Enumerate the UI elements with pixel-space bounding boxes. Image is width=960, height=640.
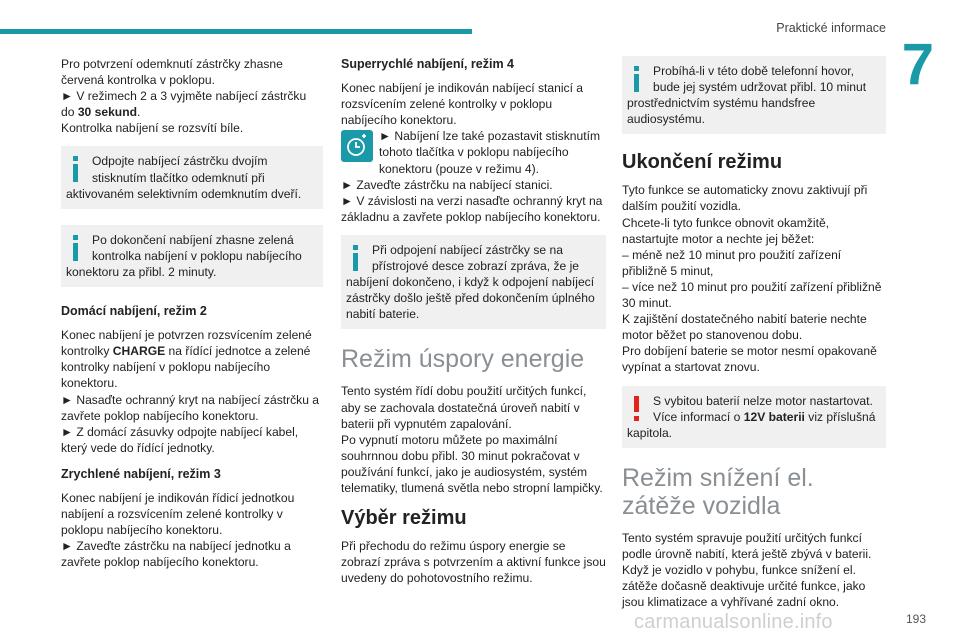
heading-fast-charging: Zrychlené nabíjení, režim 3 bbox=[61, 466, 221, 481]
text: K zajištění dostatečného nabití baterie nechte motor běžet po stanovenou dobu. bbox=[622, 312, 867, 343]
text: ► Nabíjení lze také pozastavit stisknutím tohoto tlačítka v poklopu nabíjecího konektoru (pouze v režimu 4). bbox=[379, 129, 601, 176]
info-icon bbox=[66, 232, 86, 262]
bold-text: CHARGE bbox=[112, 344, 166, 359]
page-number: 193 bbox=[905, 612, 926, 626]
paragraph bbox=[341, 538, 606, 586]
warning-icon bbox=[627, 393, 647, 423]
heading-home-charging: Domácí nabíjení, režim 2 bbox=[61, 304, 207, 319]
heading-super-fast-charging: Superrychlé nabíjení, režim 4 bbox=[341, 57, 514, 71]
text-line: do bbox=[61, 105, 78, 120]
text: Konec nabíjení je indikován nabíjecí stanicí a rozsvícením zelené kontrolky v poklopu nabíjecího konektoru. bbox=[341, 81, 584, 128]
column-1 bbox=[61, 56, 323, 580]
text: Tento systém řídí dobu použití určitých funkcí, aby se zachovala dostatečná úroveň nabití v baterii při vypnutém zapalování. bbox=[341, 384, 587, 431]
info-text: Při odpojení nabíjecí zástrčky se na přístrojové desce zobrazí zpráva, že je nabíjení dokončeno, i když k odpojení nabíjecí zástrčky došlo ještě před dokončením úplného nabití baterie. bbox=[346, 242, 595, 322]
info-text: Odpojte nabíjecí zástrčku dvojím stisknutím tlačítko odemknutí při aktivovaném selektivním odemknutím dveří. bbox=[66, 154, 302, 201]
paragraph bbox=[61, 327, 323, 456]
text: Konec nabíjení je indikován řídicí jednotkou nabíjení a rozsvícením zelené kontrolky v poklopu nabíjecího konektoru. bbox=[61, 490, 295, 538]
heading-energy-saving: Režim úspory energie bbox=[341, 345, 585, 374]
text: – méně než 10 minut pro použití zařízení přibližně 5 minut, bbox=[622, 247, 842, 278]
heading-exit-mode: Ukončení režimu bbox=[622, 151, 783, 174]
text: ► Zaveďte zástrčku na nabíjecí stanici. bbox=[341, 177, 553, 192]
paragraph-unlock bbox=[61, 56, 323, 136]
heading-load-reduction: Režim snížení el. zátěže vozidla bbox=[622, 463, 814, 520]
column-2 bbox=[341, 56, 606, 596]
bold-text: 12V baterii bbox=[743, 409, 805, 424]
text: – více než 10 minut pro použití zařízení přibližně 30 minut. bbox=[622, 279, 882, 311]
text-line: Pro potvrzení odemknutí zástrčky zhasne bbox=[61, 57, 283, 71]
text: Při přechodu do režimu úspory energie se zobrazí zpráva s potvrzením a aktivní funkce jsou uvedeny do pohotovostního režimu. bbox=[341, 539, 606, 586]
text: Pro dobíjení baterie se motor nesmí opakovaně vypínat a startovat znovu. bbox=[622, 344, 877, 375]
text: Chcete-li tyto funkce obnovit okamžitě, nastartujte motor a nechte jej běžet: bbox=[622, 215, 830, 246]
bold-text: 30 sekund bbox=[77, 105, 137, 120]
text: ► V závislosti na verzi nasaďte ochranný kryt na základnu a zavřete poklop nabíjecího konektoru. bbox=[341, 193, 603, 224]
paragraph bbox=[622, 530, 886, 610]
paragraph bbox=[341, 80, 606, 225]
text: Konec nabíjení je potvrzen rozsvícením zelené kontrolky bbox=[61, 328, 312, 359]
header-accent-bar bbox=[0, 29, 472, 34]
info-box bbox=[61, 225, 323, 287]
info-box bbox=[341, 235, 606, 329]
warning-box bbox=[622, 386, 886, 448]
text-line: ► V režimech 2 a 3 vyjměte nabíjecí zástrčku bbox=[61, 89, 307, 104]
column-3 bbox=[622, 56, 886, 620]
watermark: carmanualsonline.info bbox=[634, 611, 833, 633]
info-text: Po dokončení nabíjení zhasne zelená kontrolka nabíjení v poklopu nabíjecího konektoru za přibl. 2 minuty. bbox=[66, 232, 302, 279]
section-title: Praktické informace bbox=[776, 21, 886, 35]
paragraph bbox=[622, 182, 886, 375]
paragraph bbox=[341, 383, 606, 496]
text-line: Kontrolka nabíjení se rozsvítí bíle. bbox=[61, 121, 244, 136]
warning-text: viz příslušná kapitola. bbox=[627, 409, 876, 440]
text: ► Z domácí zásuvky odpojte nabíjecí kabel, který vede do řídící jednotky. bbox=[61, 424, 299, 455]
info-icon bbox=[627, 63, 647, 93]
chapter-number: 7 bbox=[901, 32, 934, 97]
heading-mode-selection: Výběr režimu bbox=[341, 507, 467, 530]
info-icon bbox=[66, 153, 86, 183]
text: Po vypnutí motoru můžete po maximální souhrnnou dobu přibl. 30 minut pokračovat v používání funkcí, jako je audiosystém, systém telematiky, tlumená světla nebo stropní lampičky. bbox=[341, 432, 603, 495]
info-box bbox=[61, 146, 323, 208]
charge-pause-button-icon bbox=[341, 130, 373, 162]
warning-text: S vybitou baterií nelze motor nastartovat. Více informací o bbox=[653, 393, 873, 424]
text: Tyto funkce se automaticky znovu zaktivují při dalším použití vozidla. bbox=[622, 183, 868, 214]
text: Tento systém spravuje použití určitých funkcí podle úrovně nabití, která ještě zbývá v baterii. bbox=[622, 530, 872, 561]
paragraph bbox=[61, 490, 323, 570]
info-text: Probíhá-li v této době telefonní hovor, bude jej systém udržovat přibl. 10 minut prostřednictvím systému handsfree audiosystému. bbox=[627, 64, 867, 127]
info-box bbox=[622, 56, 886, 134]
text: na řídící jednotce a zelené kontrolky nabíjení v poklopu nabíjecího konektoru. bbox=[61, 344, 311, 391]
info-icon bbox=[346, 242, 366, 272]
text: Když je vozidlo v pohybu, funkce snížení el. zátěže dočasně deaktivuje určité funkce, jako jsou klimatizace a vyhřívané zadní okno. bbox=[622, 562, 866, 610]
text-line: červená kontrolka v poklopu. bbox=[61, 73, 215, 88]
text: ► Nasaďte ochranný kryt na nabíjecí zástrčku a zavřete poklop nabíjecího konektoru. bbox=[61, 392, 320, 423]
text: ► Zaveďte zástrčku na nabíjecí jednotku a zavřete poklop nabíjecího konektoru. bbox=[61, 539, 291, 570]
text-line: . bbox=[136, 105, 141, 120]
